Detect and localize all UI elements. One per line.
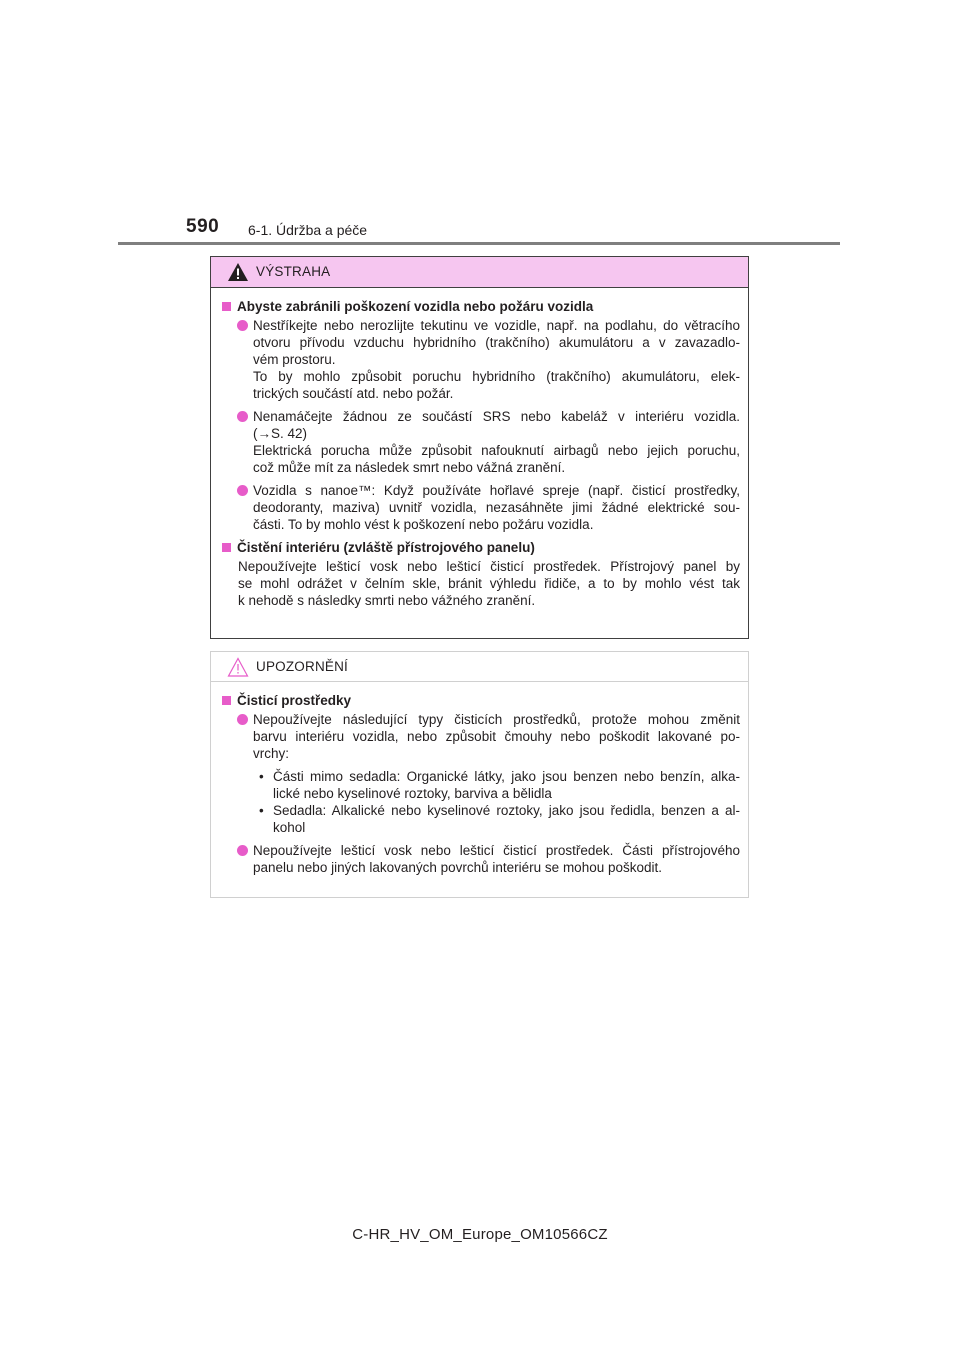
caution-title: UPOZORNĚNÍ [256, 659, 349, 674]
header-rule [118, 242, 840, 245]
warning-title: VÝSTRAHA [256, 264, 331, 279]
circle-bullet-icon [237, 320, 248, 331]
section-title: 6-1. Údržba a péče [248, 222, 368, 238]
circle-bullet-icon [237, 845, 248, 856]
sub-list-item: • Sedadla: Alkalické nebo kyselinové roztoky, jako jsou ředidla, benzen a al- kohol [259, 803, 740, 835]
caution-box-header [211, 652, 748, 682]
sub-list-item: • Části mimo sedadla: Organické látky, jako jsou benzen nebo benzín, alka- lické nebo kyselinové roztoky, barviva a bělidla [259, 769, 740, 801]
page-number: 590 [186, 216, 220, 237]
caution-triangle-icon [227, 657, 249, 677]
page-reference: (→S. 42) [253, 426, 308, 441]
warning-triangle-icon [227, 262, 249, 282]
warning-box [210, 256, 749, 639]
square-bullet-icon [222, 696, 231, 705]
caution-box [210, 651, 749, 898]
list-item: Nestříkejte nebo nerozlijte tekutinu ve vozidle, např. na podlahu, do větracího otvoru přívodu vzduchu hybridního (trakčního) akumulátoru a v zavazadlo- vém prostoru. To by mohlo způsobit poruchu hybridního (trakčního) akumulátoru, elek- trických součástí atd. nebo požár. [222, 317, 740, 402]
list-item: Nenamáčejte žádnou ze součástí SRS nebo kabeláž v interiéru vozidla. (→S. 42) Elektrická porucha může způsobit nafouknutí airbagů nebo jejich poruchu, což může mít za následek smrt nebo vážná zranění. [222, 408, 740, 476]
square-bullet-icon [222, 543, 231, 552]
paragraph: Nepoužívejte lešticí vosk nebo lešticí čisticí prostředek. Přístrojový panel by se mohl odrážet v čelním skle, bránit výhledu řidiče, a to by mohlo vést tak k nehodě s následky smrti nebo vážného zranění. [238, 559, 740, 608]
list-item: Vozidla s nanoe™: Když používáte hořlavé spreje (např. čisticí prostředky, deodoranty, maziva) uvnitř vozidla, nezasáhněte jimi žádné elektrické sou- části. To by mohlo vést k poškození nebo požáru vozidla. [222, 482, 740, 533]
warning-box-header [211, 257, 748, 288]
circle-bullet-icon [237, 714, 248, 725]
circle-bullet-icon [237, 411, 248, 422]
page-header [186, 216, 846, 244]
warning-box-body [211, 288, 748, 609]
square-bullet-icon [222, 302, 231, 311]
sub-bullet-marker: • [259, 803, 264, 818]
list-item: Nepoužívejte lešticí vosk nebo lešticí čisticí prostředek. Části přístrojového panelu nebo jiných lakovaných povrchů interiéru se mohou poškodit. [222, 842, 740, 876]
list-item: Nepoužívejte následující typy čisticích prostředků, protože mohou změnit barvu interiéru vozidla, nebo způsobit čmouhy nebo poškodit lakované po- vrchy: [222, 711, 740, 762]
section-heading: Abyste zabránili poškození vozidla nebo požáru vozidla [222, 298, 740, 315]
document-id-footer: C-HR_HV_OM_Europe_OM10566CZ [352, 1226, 608, 1243]
caution-box-body [211, 682, 748, 876]
sub-bullet-marker: • [259, 769, 264, 784]
section-heading: Čisticí prostředky [222, 692, 740, 709]
circle-bullet-icon [237, 485, 248, 496]
section-heading: Čistění interiéru (zvláště přístrojového panelu) [222, 539, 740, 556]
